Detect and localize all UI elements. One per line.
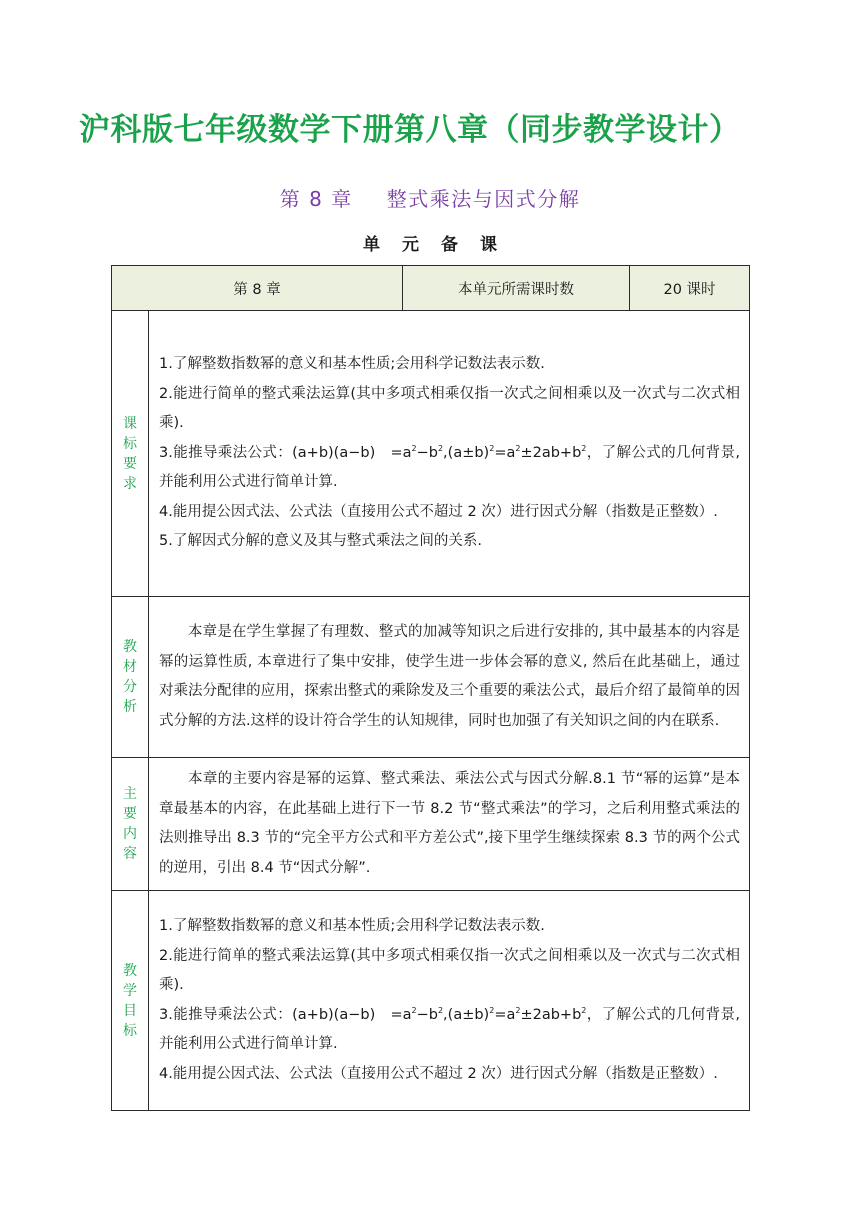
unit-plan-table — [111, 265, 750, 1111]
header-hours-value-cell: 20 课时 — [630, 266, 750, 311]
row-label-teaching-objectives — [112, 891, 149, 1111]
label-char: 标 — [123, 435, 137, 452]
label-char: 目 — [123, 1002, 137, 1019]
section-title: 单元备课 — [363, 235, 519, 255]
label-char: 分 — [123, 679, 137, 695]
curriculum-requirements-content — [149, 311, 750, 597]
label-char: 析 — [123, 699, 137, 715]
textbook-analysis-content — [149, 597, 750, 758]
row-label-textbook-analysis — [112, 597, 149, 758]
label-char: 主 — [123, 786, 137, 802]
label-char: 内 — [123, 826, 137, 842]
label-char: 学 — [123, 982, 137, 999]
label-char: 要 — [123, 455, 137, 472]
main-content-text: 本章的主要内容是幂的运算、整式乘法、乘法公式与因式分解.8.1 节“幂的运算”是本章最基本的内容，在此基础上进行下一节 8.2 节“整式乘法”的学习，之后利用整式乘法的法则推导出 8.3 节的“完全平方公式和平方差公式”,接下里学生继续探索 8.3 节的两个公式的逆用，引出 8.4 节“因式分解”. — [159, 771, 741, 876]
table-header-row — [112, 266, 750, 311]
document-title: 沪科版七年级数学下册第八章（同步教学设计） — [79, 112, 741, 148]
requirement-item-3: 3.能推导乘法公式：(a+b)(a−b) $=a^2-b^2,(a\pm b)^2=a^2\pm 2ab+b^2$，了解公式的几何背景,并能利用公式进行简单计算. — [159, 443, 741, 491]
label-char: 容 — [123, 846, 137, 862]
objective-item-3: 3.能推导乘法公式：(a+b)(a−b) $=a^2-b^2,(a\pm b)^2=a^2\pm 2ab+b^2$，了解公式的几何背景,并能利用公式进行简单计算. — [159, 1005, 741, 1052]
table-row-textbook-analysis — [112, 597, 750, 758]
header-hours-label-cell: 本单元所需课时数 — [403, 266, 630, 311]
chapter-number: 第 8 章 — [279, 187, 353, 211]
label-char: 教 — [123, 639, 137, 655]
chapter-title — [0, 183, 860, 212]
requirement-item-4: 4.能用提公因式法、公式法（直接用公式不超过 2 次）进行因式分解（指数是正整数）. — [159, 503, 718, 520]
row-label-curriculum-requirements — [112, 311, 149, 597]
objective-item-1: 1.了解整数指数幂的意义和基本性质;会用科学记数法表示数. — [159, 918, 545, 934]
requirement-item-5: 5.了解因式分解的意义及其与整式乘法之间的关系. — [159, 533, 482, 550]
objective-item-2: 2.能进行简单的整式乘法运算(其中多项式相乘仅指一次式之间相乘以及一次式与二次式相乘). — [159, 947, 741, 993]
teaching-objectives-content — [149, 891, 750, 1111]
objective-item-4: 4.能用提公因式法、公式法（直接用公式不超过 2 次）进行因式分解（指数是正整数）. — [159, 1065, 718, 1082]
label-char: 课 — [123, 415, 137, 432]
main-content-content — [149, 758, 750, 891]
requirement-item-1: 1.了解整数指数幂的意义和基本性质;会用科学记数法表示数. — [159, 356, 545, 373]
row-label-main-content — [112, 758, 149, 891]
table-row-curriculum-requirements — [112, 311, 750, 597]
requirement-item-2: 2.能进行简单的整式乘法运算(其中多项式相乘仅指一次式之间相乘以及一次式与二次式相乘). — [159, 385, 741, 432]
label-char: 要 — [123, 806, 137, 822]
chapter-name: 整式乘法与因式分解 — [386, 187, 581, 211]
label-char: 材 — [123, 659, 137, 675]
label-char: 求 — [123, 475, 137, 492]
table-row-main-content — [112, 758, 750, 891]
label-char: 教 — [123, 962, 137, 979]
header-chapter-cell: 第 8 章 — [112, 266, 403, 311]
table-row-teaching-objectives — [112, 891, 750, 1111]
label-char: 标 — [123, 1022, 137, 1039]
textbook-analysis-text: 本章是在学生掌握了有理数、整式的加减等知识之后进行安排的, 其中最基本的内容是幂的运算性质, 本章进行了集中安排，使学生进一步体会幂的意义, 然后在此基础上，通过对乘法分配律的应用，探索出整式的乘除发及三个重要的乘法公式，最后介绍了最简单的因式分解的方法.这样的设计符合学生的认知规律，同时也加强了有关知识之间的内在联系. — [159, 624, 741, 729]
